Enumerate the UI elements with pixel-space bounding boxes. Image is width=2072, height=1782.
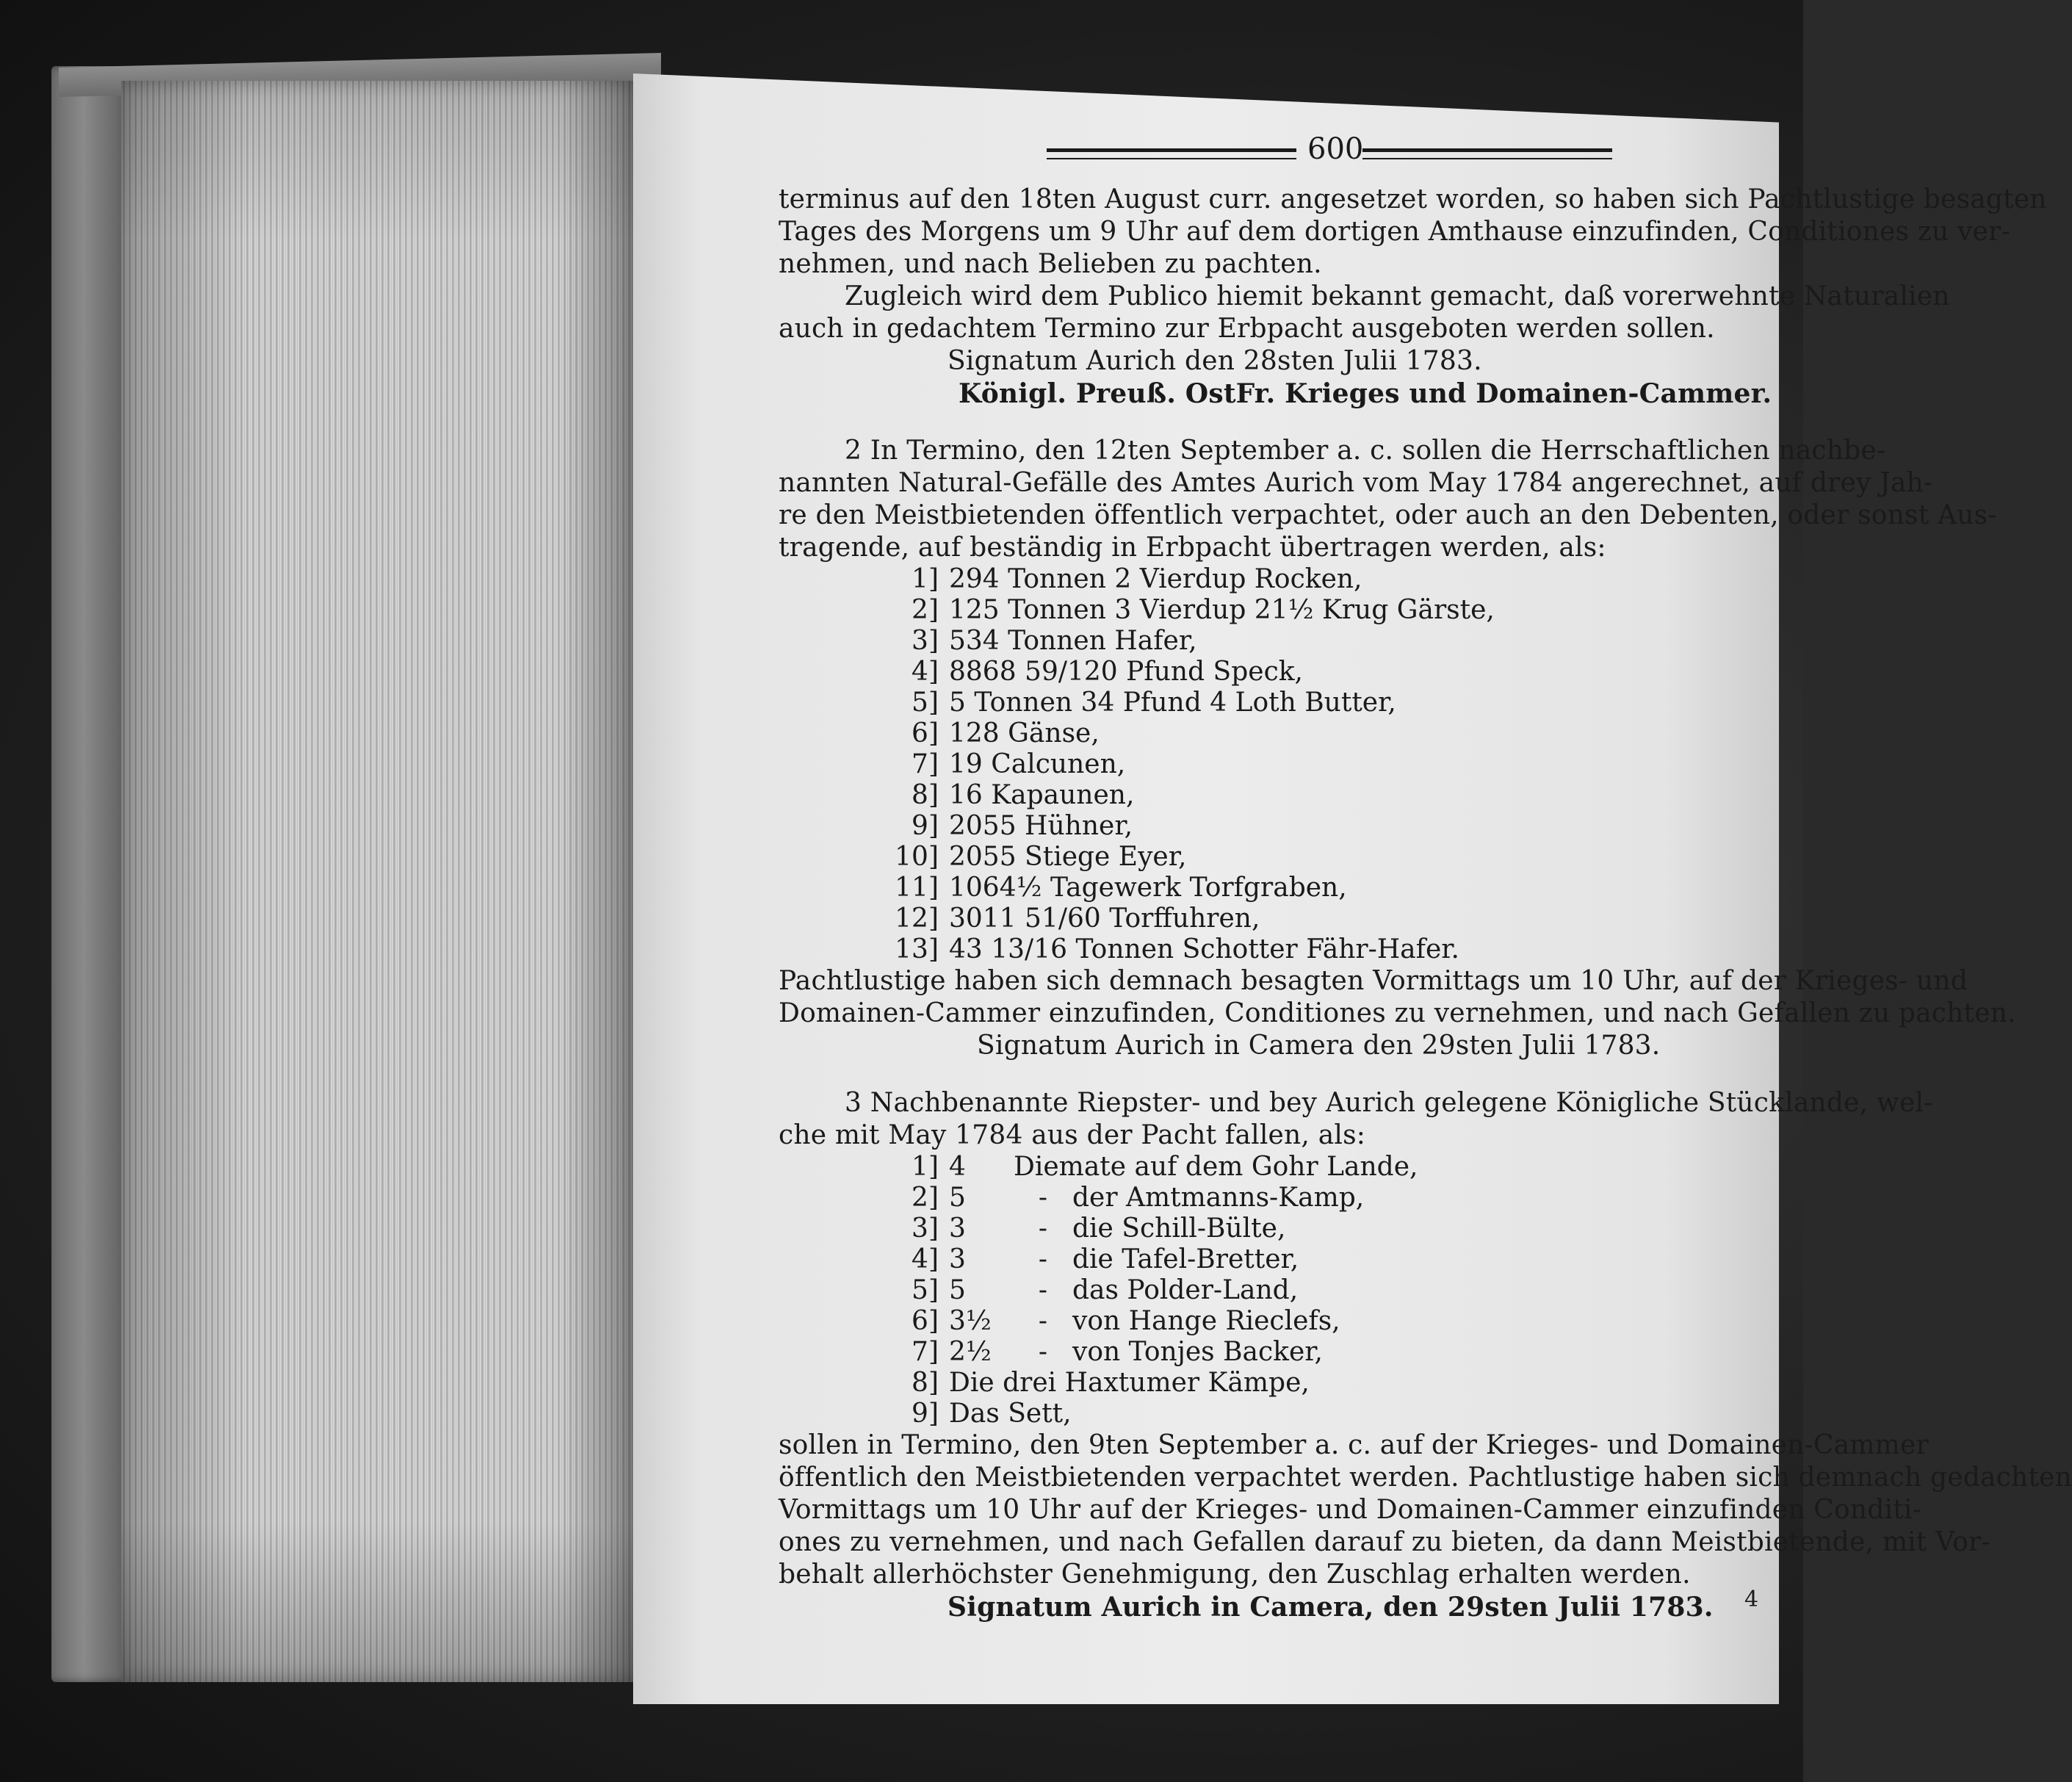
- text-line: auch in gedachtem Termino zur Erbpacht ausgeboten werden sollen.: [779, 314, 1715, 344]
- page-text: [779, 132, 2072, 1623]
- item-quantity: 3: [949, 1244, 966, 1274]
- text-line: Zugleich wird dem Publico hiemit bekannt gemacht, daß vorerwehnte Naturalien: [845, 281, 1950, 311]
- item-text: 16 Kapaunen,: [949, 780, 1135, 810]
- item-number: 5]: [912, 688, 939, 718]
- ditto-mark: -: [1038, 1306, 1048, 1336]
- item-text: 3011 51/60 Torffuhren,: [949, 903, 1260, 934]
- list-item: [889, 873, 1766, 903]
- item-quantity: 2½: [949, 1337, 992, 1367]
- text-line: Tages des Morgens um 9 Uhr auf dem dortigen Amthause einzufinden, Conditiones zu ver-: [779, 217, 2010, 247]
- list-item: [889, 657, 1766, 688]
- item-text: die Tafel-Bretter,: [1072, 1244, 1299, 1274]
- text-line: tragende, auf beständig in Erbpacht übertragen werden, als:: [779, 533, 1606, 563]
- list-item: [889, 903, 1766, 934]
- list-item: [889, 626, 1766, 657]
- item-number: 8]: [912, 1368, 939, 1398]
- item-text: von Tonjes Backer,: [1072, 1337, 1323, 1367]
- page-header: [779, 132, 1766, 184]
- signature-line: Signatum Aurich den 28sten Julii 1783.: [947, 346, 1482, 376]
- list-item: [889, 1183, 1766, 1213]
- item-number: 5]: [912, 1275, 939, 1305]
- text-line: nehmen, und nach Belieben zu pachten.: [779, 249, 1322, 279]
- notice-1: [779, 184, 2047, 410]
- item-text: 5 Tonnen 34 Pfund 4 Loth Butter,: [949, 688, 1396, 718]
- text-line: Pachtlustige haben sich demnach besagten Vormittags um 10 Uhr, auf der Krieges- und: [779, 966, 1968, 996]
- text-line: 3 Nachbenannte Riepster- und bey Aurich gelegene Königliche Stücklande, wel-: [845, 1088, 1933, 1118]
- item-number: 1]: [912, 1152, 939, 1182]
- ditto-mark: -: [1038, 1183, 1048, 1213]
- text-line: nannten Natural-Gefälle des Amtes Aurich vom May 1784 angerechnet, auf drey Jah-: [779, 468, 1933, 498]
- list-item: [889, 1213, 1766, 1244]
- list-item: [889, 934, 1766, 965]
- item-text: die Schill-Bülte,: [1072, 1213, 1286, 1244]
- item-quantity: 5: [949, 1183, 966, 1213]
- item-number: 7]: [912, 749, 939, 779]
- text-line: öffentlich den Meistbietenden verpachtet werden. Pachtlustige haben sich demnach gedachten: [779, 1462, 2072, 1493]
- list-item: [889, 1244, 1766, 1275]
- item-number: 1]: [912, 564, 939, 594]
- item-text: Diemate auf dem Gohr Lande,: [1014, 1152, 1418, 1182]
- item-text: 2055 Stiege Eyer,: [949, 842, 1187, 872]
- item-text: 125 Tonnen 3 Vierdup 21½ Krug Gärste,: [949, 595, 1495, 625]
- text-line: re den Meistbietenden öffentlich verpachtet, oder auch an den Debenten, oder sonst Aus-: [779, 500, 1997, 530]
- item-number: 10]: [895, 842, 939, 872]
- signature-line: Signatum Aurich in Camera, den 29sten Julii 1783.: [947, 1592, 1714, 1623]
- item-quantity: 5: [949, 1275, 966, 1305]
- page-edges-shadow: [121, 81, 635, 1682]
- authority-line: Königl. Preuß. OstFr. Krieges und Domainen-Cammer.: [959, 378, 1772, 409]
- item-number: 12]: [895, 903, 939, 934]
- signature-line: Signatum Aurich in Camera den 29sten Julii 1783.: [977, 1031, 1661, 1061]
- item-number: 2]: [912, 1183, 939, 1213]
- book-cover-edge: [51, 66, 132, 1682]
- list-item: [889, 1306, 1766, 1337]
- item-number: 11]: [895, 873, 939, 903]
- text-line: sollen in Termino, den 9ten September a. c. auf der Krieges- und Domainen-Cammer: [779, 1430, 1929, 1460]
- list-item: [889, 749, 1766, 780]
- item-number: 2]: [912, 595, 939, 625]
- item-quantity: 3½: [949, 1306, 992, 1336]
- header-rule-left: [1047, 148, 1296, 159]
- item-text: 2055 Hühner,: [949, 811, 1133, 841]
- item-text: 534 Tonnen Hafer,: [949, 626, 1197, 656]
- item-text: 128 Gänse,: [949, 718, 1100, 748]
- item-number: 3]: [912, 1213, 939, 1244]
- list-item: [889, 1152, 1766, 1183]
- item-text: 43 13/16 Tonnen Schotter Fähr-Hafer.: [949, 934, 1459, 964]
- item-text: 8868 59/120 Pfund Speck,: [949, 657, 1303, 687]
- item-number: 4]: [912, 1244, 939, 1274]
- notice-3: [779, 1087, 2072, 1623]
- item-text: Das Sett,: [949, 1399, 1072, 1429]
- text-line: 2 In Termino, den 12ten September a. c. sollen die Herrschaftlichen nachbe-: [845, 436, 1886, 466]
- text-line: che mit May 1784 aus der Pacht fallen, als:: [779, 1120, 1366, 1150]
- list-item: [889, 842, 1766, 873]
- item-text: der Amtmanns-Kamp,: [1072, 1183, 1365, 1213]
- land-list: [779, 1152, 1766, 1429]
- signature-mark: 4: [1744, 1587, 1759, 1612]
- item-text: von Hange Rieclefs,: [1072, 1306, 1340, 1336]
- list-item: [889, 811, 1766, 842]
- item-number: 6]: [912, 1306, 939, 1336]
- ditto-mark: -: [1038, 1337, 1048, 1367]
- item-quantity: 4: [949, 1152, 966, 1182]
- ditto-mark: -: [1038, 1213, 1048, 1244]
- list-item: [889, 688, 1766, 718]
- header-rule-right: [1362, 148, 1612, 159]
- text-line: behalt allerhöchster Genehmigung, den Zuschlag erhalten werden.: [779, 1559, 1691, 1590]
- list-item: [889, 1275, 1766, 1306]
- list-item: [889, 718, 1766, 749]
- item-number: 4]: [912, 657, 939, 687]
- text-line: Vormittags um 10 Uhr auf der Krieges- und Domainen-Cammer einzufinden Conditi-: [779, 1495, 1922, 1525]
- ditto-mark: -: [1038, 1275, 1048, 1305]
- list-item: [889, 780, 1766, 811]
- text-line: Domainen-Cammer einzufinden, Conditiones zu vernehmen, und nach Gefallen zu pachten.: [779, 998, 2016, 1028]
- notice-2: [779, 435, 2016, 1062]
- text-line: terminus auf den 18ten August curr. angesetzet worden, so haben sich Pachtlustige besagten: [779, 184, 2047, 214]
- item-number: 13]: [895, 934, 939, 964]
- list-item: [889, 1368, 1766, 1399]
- item-number: 9]: [912, 811, 939, 841]
- item-quantity: 3: [949, 1213, 966, 1244]
- list-item: [889, 1399, 1766, 1429]
- item-text: das Polder-Land,: [1072, 1275, 1299, 1305]
- item-text: 19 Calcunen,: [949, 749, 1126, 779]
- text-line: ones zu vernehmen, und nach Gefallen darauf zu bieten, da dann Meistbietende, mit Vor-: [779, 1527, 1990, 1557]
- item-text: 1064½ Tagewerk Torfgraben,: [949, 873, 1347, 903]
- item-number: 8]: [912, 780, 939, 810]
- item-number: 6]: [912, 718, 939, 748]
- page-number: 600: [1307, 132, 1364, 166]
- item-text: Die drei Haxtumer Kämpe,: [949, 1368, 1310, 1398]
- item-number: 3]: [912, 626, 939, 656]
- item-text: 294 Tonnen 2 Vierdup Rocken,: [949, 564, 1362, 594]
- goods-list: [779, 564, 1766, 965]
- ditto-mark: -: [1038, 1244, 1048, 1274]
- list-item: [889, 1337, 1766, 1368]
- item-number: 7]: [912, 1337, 939, 1367]
- item-number: 9]: [912, 1399, 939, 1429]
- list-item: [889, 564, 1766, 595]
- list-item: [889, 595, 1766, 626]
